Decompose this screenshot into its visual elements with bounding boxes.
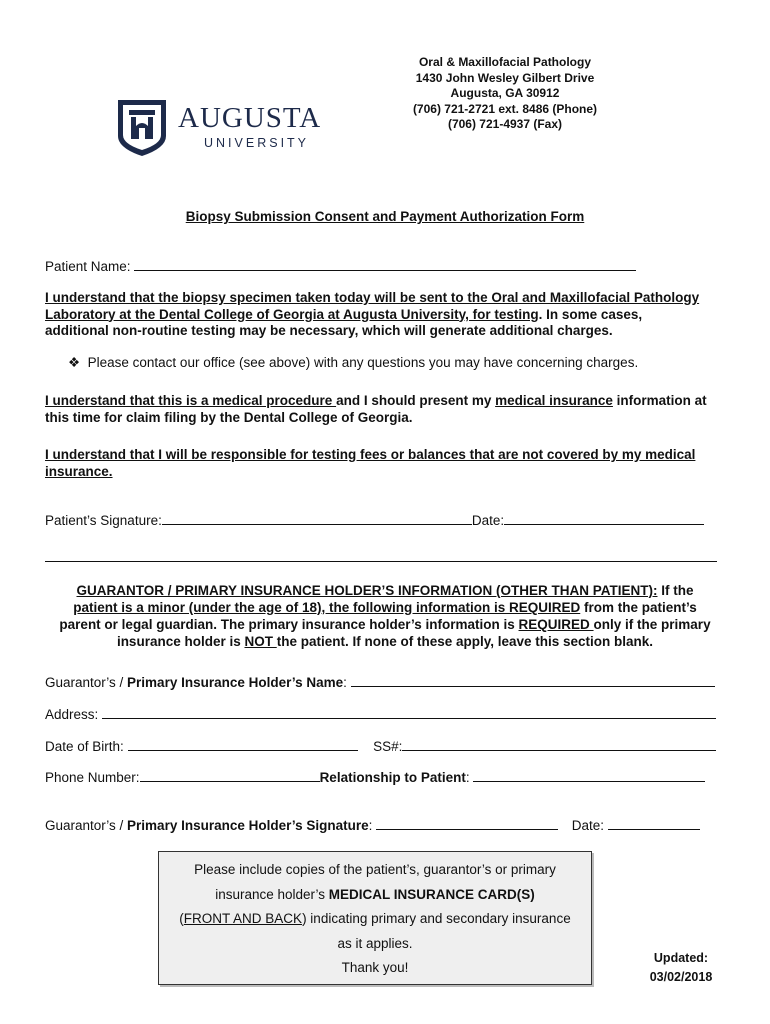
updated-label: Updated: [653,951,709,965]
ss-label: SS#: [373,739,403,754]
guarantor-text: REQUIRED [518,617,594,632]
phone-relationship-row [45,769,705,785]
colon: : [343,675,347,690]
consent-paragraph-2 [45,393,735,426]
ss-field[interactable] [402,738,716,751]
consent-text: this time for claim filing by the Dental College of Georgia. [45,409,413,425]
updated-stamp [636,949,726,987]
address-line: (706) 721-2721 ext. 8486 (Phone) [412,101,598,116]
guarantor-name-field[interactable] [351,674,715,687]
guarantor-text: If the [657,583,694,598]
logo-wordmark: AUGUSTA [178,102,322,134]
guarantor-text: patient is a minor (under the age of 18), the following information is REQUIRED [73,600,581,615]
contact-note [68,355,728,371]
consent-text: I understand that I will be responsible for testing fees or balances that are not covered by my medical [45,447,696,462]
patient-signature-field[interactable] [162,512,472,525]
consent-text: medical insurance [495,393,613,408]
patient-name-field[interactable] [134,258,636,271]
guarantor-name-label: Guarantor’s / [45,675,128,690]
relationship-field[interactable] [473,769,705,782]
diamond-bullet-icon: ❖ [68,355,81,370]
consent-text: insurance. [45,463,113,479]
guarantor-date-field[interactable] [608,817,700,830]
shield-icon [116,98,168,158]
guarantor-signature-label-bold: Primary Insurance Holder’s Signature [127,818,369,833]
notice-text: ( [179,911,184,926]
dob-ss-row [45,738,716,754]
consent-text: Laboratory at the Dental College of Georgia at Augusta University, for testing [45,306,539,322]
guarantor-text: from the patient’s [580,600,697,615]
patient-name-label: Patient Name: [45,259,131,274]
notice-text: ) indicating primary and secondary insurance [302,911,571,926]
guarantor-name-row [45,674,715,690]
guarantor-text: NOT [244,634,277,649]
guarantor-text: insurance holder is [116,634,245,649]
notice-thank-you: Thank you! [341,960,409,975]
patient-signature-label: Patient’s Signature: [45,513,162,528]
guarantor-signature-row [45,817,700,833]
notice-text-bold: MEDICAL INSURANCE CARD(S) [328,886,535,902]
office-address [390,55,620,133]
address-line: (706) 721-4937 (Fax) [447,117,563,131]
consent-text: . In some cases, [538,306,643,322]
consent-paragraph-1 [45,290,735,340]
section-divider [45,561,717,562]
consent-text: additional non-routine testing may be necessary, which will generate additional charges. [45,323,613,338]
guarantor-text: GUARANTOR / PRIMARY INSURANCE HOLDER’S INFORMATION (OTHER THAN PATIENT): [76,583,658,598]
address-field[interactable] [102,706,716,719]
guarantor-text: the patient. If none of these apply, leave this section blank. [276,634,654,649]
guarantor-date-label: Date: [571,818,604,833]
phone-field[interactable] [140,769,320,782]
colon: : [465,770,470,785]
logo-subtitle: UNIVERSITY [204,136,310,150]
patient-date-field[interactable] [504,512,704,525]
address-line: 1430 John Wesley Gilbert Drive [415,70,595,85]
insurance-card-notice [158,851,592,985]
consent-text: information at [612,393,707,408]
notice-text: insurance holder’s [215,886,329,902]
contact-note-text: Please contact our office (see above) with any questions you may have concerning charges. [87,355,639,370]
patient-name-row [45,258,636,274]
consent-text: and I should present my [336,393,496,408]
relationship-label: Relationship to Patient [319,770,466,785]
guarantor-name-label-bold: Primary Insurance Holder’s Name [127,675,344,690]
dob-field[interactable] [128,738,358,751]
colon: : [368,818,373,833]
notice-text: as it applies. [337,935,413,951]
dob-label: Date of Birth: [45,739,124,754]
address-line: Oral & Maxillofacial Pathology [418,55,592,69]
guarantor-instructions [40,582,730,650]
phone-label: Phone Number: [45,770,140,785]
notice-text-underlined: FRONT AND BACK [183,911,303,926]
consent-text: I understand that the biopsy specimen taken today will be sent to the Oral and Maxillofacial Pathology [45,290,700,305]
augusta-university-logo [116,98,346,158]
address-label: Address: [45,707,99,722]
guarantor-signature-field[interactable] [376,817,558,830]
consent-text: I understand that this is a medical procedure [45,393,337,408]
address-row [45,706,716,722]
updated-date: 03/02/2018 [649,970,713,984]
patient-date-label: Date: [471,513,505,528]
guarantor-signature-label: Guarantor’s / [45,818,128,833]
form-title: Biopsy Submission Consent and Payment Authorization Form [185,209,585,224]
guarantor-text: parent or legal guardian. The primary insurance holder’s information is [59,617,519,632]
guarantor-text: only if the primary [593,617,711,632]
patient-signature-row [45,512,704,528]
address-line: Augusta, GA 30912 [450,86,560,100]
notice-text: Please include copies of the patient’s, guarantor’s or primary [194,862,556,877]
consent-paragraph-3 [45,447,735,480]
